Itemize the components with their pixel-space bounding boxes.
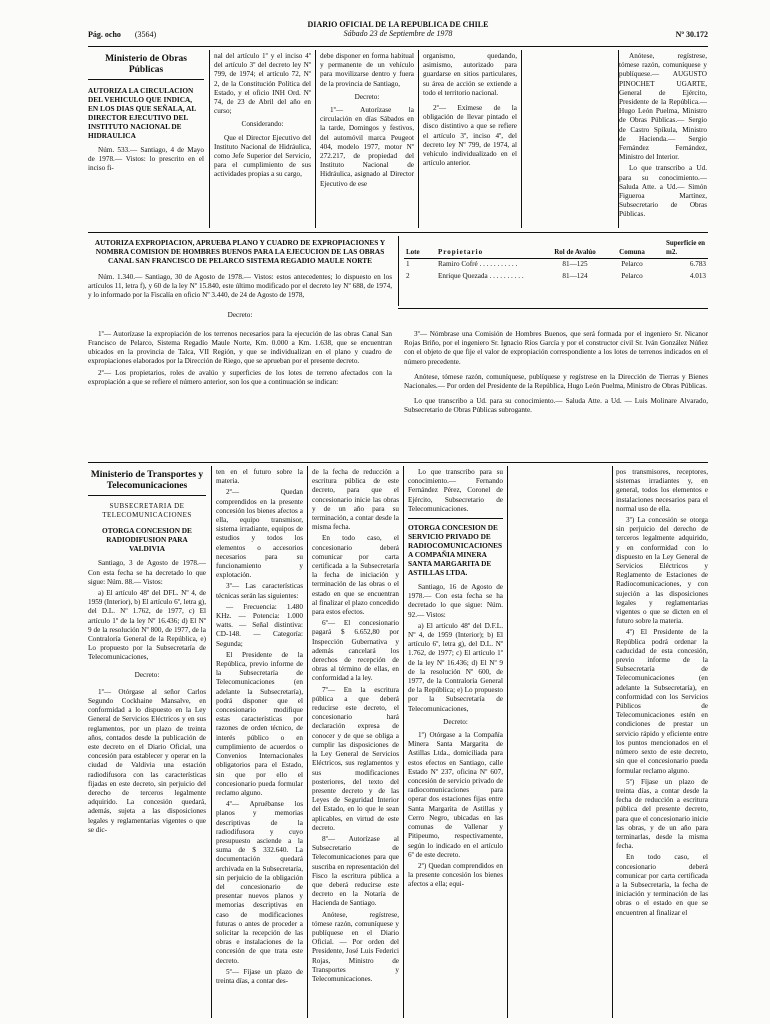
column-divider: [307, 466, 308, 1018]
decree-title: OTORGA CONCESION DE RADIODIFUSION PARA VALDIVIA: [102, 526, 192, 554]
decree-title: AUTORIZA EXPROPIACION, APRUEBA PLANO Y CUADRO DE EXPROPIACIONES Y NOMBRA COMISION DE HOMBRES BUENOS PARA LA EJECUCION DE LAS OBRAS CANAL SAN FRANCISCO DE PELARCO SISTEMA REGADIO MAULE NORTE: [94, 238, 386, 265]
expropiacion-left: [88, 238, 392, 389]
paragraph: de la fecha de reducción a escritura pública de este decreto, para que el concesionario inicie las obras y de un año para su terminación, a contar desde la misma fecha.: [312, 468, 399, 532]
lot-number: 1: [406, 260, 410, 269]
paragraph: Núm. 533.— Santiago, 4 de Mayo de 1978.— Vistos: lo prescrito en el inciso fi-: [88, 146, 204, 173]
paragraph: Anótese, tómese razón, comuníquese, publíquese y regístrese en la Dirección de Tierras y Bienes Nacionales.— Por orden del Presidente de la República, Hugo León Puelma, Ministro de Obras Públicas.: [404, 372, 708, 391]
column-divider: [612, 466, 613, 1018]
paragraph: Lo que transcribo a Ud. para su conocimiento.— Saluda Atte. a Ud.— Simón Figueroa Martínez, Subsecretario de Obras Públicas.: [619, 164, 707, 219]
table-row: [404, 259, 708, 271]
paragraph: 1º— Autorízase la expropiación de los terrenos necesarios para la ejecución de las obras Canal San Francisco de Pelarco, Sistema Regadío Maule Norte, Km. 0.000 a Km. 1.638, que se encuentran ubicados en la provincia de Talca, VII Región, y que se individualizan en el plano y cuadro de expropiaciones elaborados por la Dirección de Riego, que se aprueban por el presente decreto.: [88, 329, 392, 366]
decreto-heading: Decreto:: [354, 92, 380, 101]
paragraph: organismo, quedando, asimismo, autorizado para guardarse en sitios particulares, su área de acción se extiende a todo el territorio nacional.: [423, 52, 517, 97]
paragraph: ten en el futuro sobre la materia.: [216, 468, 303, 486]
paragraph: a) El artículo 48º del D.F.L. Nº 4, de 1959 (Interior); b) El artículo 6º, letra g), del D.L. Nº 1.762, de 1977; c) El artículo 1º de la ley Nº 16.436; d) El Nº 9 de la resolución Nº 600, de 1977, de la Contraloría General de la República; e) Lo propuesto por la Subsecretaría de Telecomunicaciones,: [408, 621, 503, 713]
decreto-heading: Decreto:: [227, 310, 253, 319]
paragraph: 2º— Los propietarios, roles de avalúo y superficies de los lotes de terreno afectados con la expropiación a que se refiere el número anterior, son los que a continuación se indican:: [88, 368, 392, 386]
paragraph: debe disponer en forma habitual y permanente de un vehículo para movilizarse dentro y fuera de la provincia de Santiago,: [320, 52, 414, 88]
table-rule: [398, 308, 708, 309]
section-rule: [88, 462, 708, 463]
paragraph: Lo que transcribo para su conocimiento.— Fernando Fernández Pérez, Coronel de Ejército, Subsecretario de Telecomunicaciones.: [408, 468, 503, 513]
page-code: (3564): [134, 30, 157, 39]
top-column-4: [423, 52, 517, 228]
bottom-column-4: [408, 468, 503, 1020]
expropiacion-right: [404, 238, 708, 282]
ministry-heading: Ministerio de Obras Públicas: [88, 54, 204, 80]
column-divider: [398, 236, 399, 306]
comuna: Pelarco: [621, 260, 643, 269]
paragraph: a) El artículo 48º del DFL. Nº 4, de 1959 (Interior), b) El artículo 6º, letra g), del D.L. Nº 1.762, de 1977, c) El artículo 1º de la ley Nº 16.436; d) El Nº 9 de la resolución Nº 800, de 1977, de la Contraloría General de la República, e) Lo propuesto por la Subsecretaría de Telecomunicaciones,: [88, 589, 206, 662]
paragraph: Santiago, 16 de Agosto de 1978.— Con esta fecha se ha decretado lo que sigue: Núm. 92.— Vistos:: [408, 583, 503, 619]
paragraph: nal del artículo 1º y el inciso 4º del artículo 3º del decreto ley Nº 799, de 1974; el artículo 72, Nº 2, de la Constitución Política del Estado, y el oficio INH Ord. Nº 74, de 23 de Abril del año en curso;: [214, 52, 311, 116]
decree-title: OTORGA CONCESION DE SERVICIO PRIVADO DE RADIOCOMUNICACIONES A COMPAÑIA MINERA SANTA MARGARITA DE ASTILLAS LTDA.: [408, 523, 503, 578]
column-header: Lote: [404, 238, 436, 259]
owner-name: Enrique Quezada . . . . . . . . . .: [438, 271, 524, 280]
column-header: Superficie en m2.: [664, 238, 708, 259]
decreto-heading: Decreto:: [443, 717, 468, 726]
table-row: [404, 271, 708, 282]
table-header-row: [404, 238, 708, 259]
top-column-3: [320, 52, 414, 228]
publication-date: Sábado 23 de Septiembre de 1978: [343, 29, 453, 38]
surface: 6.783: [689, 260, 706, 269]
paragraph: En todo caso, el concesionario deberá comunicar por carta certificada a la Subsecretaría la fecha de iniciación y terminación de las obras o el estado en que se encuentran al finalizar el plazo concedido para estos efectos.: [312, 534, 399, 617]
top-column-5: [525, 52, 708, 228]
paragraph: 3º— Las características técnicas serán las siguientes:: [216, 582, 303, 600]
paragraph: Anótese, regístrese, tómese razón, comuníquese y publíquese en el Diario Oficial. — Por orden del Presidente, José Luis Federici Rojas, Ministro de Transportes y Telecomunicaciones.: [312, 910, 399, 983]
rol-avaluo: 81—125: [562, 260, 588, 269]
paragraph: Núm. 1.340.— Santiago, 30 de Agosto de 1978.— Vistos: estos antecedentes; lo dispuesto en los artículos 11, letra f), y 60 de la ley Nº 15.840, este último modificado por el decreto ley Nº 688, de 1974, y lo informado por la Fiscalía en oficio Nº 3.440, de 24 de Agosto de 1978,: [88, 273, 392, 300]
page-label: Pág. ocho (3564): [88, 30, 157, 39]
paragraph: 3º) La concesión se otorga sin perjuicio del derecho de terceros legalmente adquirido, y en conformidad con lo dispuesto en la Ley General de Servicios Eléctricos y Reglamento de Estaciones de Radiocomunicaciones, y con sujeción a las disposiciones legales y reglamentarias vigentes o que se dicten en el futuro sobre la materia.: [616, 516, 708, 626]
paragraph: Anótese, regístrese, tómese razón, comuníquese y publíquese.— AUGUSTO PINOCHET UGARTE, General de Ejército, Presidente de la República.— Hugo León Puelma, Ministro de Obras Públicas.— Sergio de Castro Spíkula, Ministro de Hacienda.— Sergio Fernández Fernández, Ministro del Interior.: [619, 52, 707, 162]
masthead: [88, 20, 708, 38]
paragraph: 1º— Autorízase la circulación en días Sábados en la tarde, Domingos y festivos, del automóvil marca Peugeot 404, modelo 1977, motor Nº 272.217, de propiedad del Instituto Nacional de Hidráulica, asignado al Director Ejecutivo de ese: [320, 106, 414, 188]
column-divider: [507, 466, 508, 1018]
column-divider: [211, 466, 212, 1018]
subsecretaria-heading: SUBSECRETARIA DE TELECOMUNICACIONES: [102, 502, 192, 520]
decree-title: AUTORIZA LA CIRCULACION DEL VEHICULO QUE INDICA, EN LOS DIAS QUE SEÑALA, AL DIRECTOR EJECUTIVO DEL INSTITUTO NACIONAL DE HIDRAULICA: [88, 86, 196, 140]
ministry-heading: Ministerio de Transportes y Telecomunicaciones: [88, 470, 206, 496]
paragraph: 4º— Apruébanse los planos y memorias descriptivas de la radiodifusora y cuyo presupuesto asciende a la suma de $ 332.640. La documentación quedará archivada en la Subsecretaría, sin perjuicio de la obligación del concesionario de presentar nuevos planos y memorias descriptivas en caso de modificaciones futuras o antes de proceder a solicitar la recepción de las obras e instalaciones de la concesión de que trata este decreto.: [216, 800, 303, 965]
publication-name: DIARIO OFICIAL DE LA REPUBLICA DE CHILE: [307, 20, 489, 29]
column-header: Rol de Avalúo: [550, 238, 600, 259]
bottom-column-5: [616, 468, 708, 1020]
column-divider: [521, 50, 522, 228]
paragraph: — Frecuencia: 1.480 KHz. — Potencia: 1.000 watts. — Señal distintiva: CD-148. — Categoría: Segunda;: [216, 602, 303, 648]
issue-number: Nº 30.172: [675, 30, 708, 39]
paragraph: 4º) El Presidente de la República podrá ordenar la caducidad de esta concesión, previo informe de la Subsecretaría de Telecomunicaciones (en adelante la Subsecretaría), en conformidad con los Servicios Públicos de Telecomunicaciones estén en condiciones de prestar un servicio rápido y eficiente entre los puntos mencionados en el número sexto de este decreto, sin que el concesionario pueda formular reclamo alguno.: [616, 628, 708, 775]
column-divider: [209, 50, 210, 228]
rol-avaluo: 81—124: [562, 271, 588, 280]
bottom-column-1: [88, 468, 206, 1020]
owner-name: Ramiro Cofré . . . . . . . . . . .: [438, 260, 518, 269]
column-header: Propietario: [436, 238, 550, 259]
paragraph: 5º) Fíjase un plazo de treinta días, a contar desde la fecha de reducción a escritura pública del presente decreto, para que el concesionario inicie las obras, y de un año para terminarlas, desde la misma fecha.: [616, 777, 708, 851]
considerando-heading: Considerando:: [241, 120, 284, 129]
column-divider: [418, 50, 419, 228]
paragraph: Que el Director Ejecutivo del Instituto Nacional de Hidráulica, como Jefe Superior del Servicio, para el cumplimiento de sus actividades propias a su cargo,: [214, 133, 311, 179]
column-header: Comuna: [600, 238, 664, 259]
paragraph: 1º) Otórgase a la Compañía Minera Santa Margarita de Astillas Ltda., domiciliada para estos efectos en Santiago, calle Estado Nº 237, oficina Nº 607, concesión de servicio privado de radiocomunicaciones para operar dos estaciones fijas entre Santa Margarita de Astillas y Cerro Negro, ubicadas en las comunas de Vallenar y Pitipeumo, respectivamente, según lo indicado en el artículo 6º de este decreto.: [408, 731, 503, 859]
paragraph: 2º) Quedan comprendidos en la presente concesión los bienes afectos a ella; equi-: [408, 861, 503, 889]
paragraph: Lo que transcribo a Ud. para su conocimiento.— Saluda Atte. a Ud. — Luis Molinare Alvarado, Subsecretario de Obras Públicas subrogante.: [404, 397, 708, 415]
paragraph: 2º— Quedan comprendidos en la presente concesión los bienes afectos a ella, equipo transmisor, sistema irradiante, equipos de estudios y todos los elementos o accesorios necesarios para su funcionamiento y explotación.: [216, 488, 303, 580]
comuna: Pelarco: [621, 271, 643, 280]
expropiacion-right-text: [404, 330, 708, 418]
top-column-1: [88, 52, 204, 228]
paragraph: 6º— El concesionario pagará $ 6.652,80 por Inspección Gubernativa y además cancelará los derechos de recepción de obras al término de ellas, en conformidad a la ley.: [312, 619, 399, 683]
decreto-heading: Decreto:: [134, 670, 160, 679]
paragraph: El Presidente de la República, previo informe de la Subsecretaría de Telecomunicaciones (en adelante la Subsecretaría), podrá disponer que el concesionario modifique estas características por razones de orden técnico, de interés público o en cumplimiento de acuerdos o Convenios Internacionales obligatorios para el Estado, sin que por ello el concesionario pueda formular reclamo alguno.: [216, 650, 303, 797]
page-header: [88, 18, 708, 44]
lot-number: 2: [406, 271, 410, 280]
header-rule: [88, 46, 708, 47]
paragraph: Santiago, 3 de Agosto de 1978.— Con esta fecha se ha decretado lo que sigue: Núm. 88.— Vistos:: [88, 559, 206, 586]
paragraph: 5º— Fíjase un plazo de treinta días, a contar des-: [216, 967, 303, 985]
section-rule: [88, 232, 708, 233]
column-divider: [315, 50, 316, 228]
paragraph: 7º— En la escritura pública a que deberá reducirse este decreto, el concesionario hará declaración expresa de conocer y de que se obliga a cumplir las disposiciones de la Ley General de Servicios Eléctricos, sus reglamentos y sus modificaciones posteriores, del texto del presente decreto y de las Leyes de Seguridad Interior del Estado, en lo que le sean aplicables, en virtud de este decreto.: [312, 685, 399, 832]
divider: [408, 518, 503, 519]
surface: 4.013: [689, 271, 706, 280]
column-divider: [403, 466, 404, 1018]
paragraph: 8º— Autorízase al Subsecretario de Telecomunicaciones para que suscriba en representación del Fisco la escritura pública a que deberá reducirse este decreto en la Notaría de Hacienda de Santiago.: [312, 834, 399, 908]
bottom-column-3: [312, 468, 399, 1020]
top-column-2: [214, 52, 311, 228]
bottom-column-2: [216, 468, 303, 1020]
paragraph: 2º— Exímese de la obligación de llevar pintado el disco distintivo a que se refiere el artículo 3º, inciso 4º, del decreto ley Nº 799, de 1974, al vehículo individualizado en el artículo anterior.: [423, 104, 517, 168]
paragraph: En todo caso, el concesionario deberá comunicar por carta certificada a la Subsecretaría, la fecha de iniciación y terminación de las obras o el estado en que se encuentren al finalizar el: [616, 853, 708, 917]
paragraph: 3º— Nómbrase una Comisión de Hombres Buenos, que será formada por el ingeniero Sr. Nicanor Rojas Briño, por el ingeniero Sr. Ignacio Ríos García y por el constructor civil Sr. Iván González Núñez con el objeto de que fije el valor de expropiación correspondiente a los lotes de terrenos indicados en el número precedente.: [404, 330, 708, 366]
paragraph: pos transmisores, receptores, sistemas irradiantes y, en general, todos los elementos e instalaciones necesarios para el normal uso de ella.: [616, 468, 708, 513]
paragraph: 1º— Otórgase al señor Carlos Segundo Cockhaine Mansalve, en conformidad a lo dispuesto en la Ley General de Servicios Eléctricos y en sus reglamentos, por un plazo de treinta años, contados desde la publicación de este decreto en el Diario Oficial, una concesión para establecer y operar en la ciudad de Valdivia una estación radiodifusora con las características fijadas en este decreto, sin perjuicio del derecho de terceros legalmente adquirido. La concesión quedará, además, sujeta a las disposiciones legales y reglamentarias vigentes o que se dic-: [88, 687, 206, 834]
lots-table: [404, 238, 708, 282]
